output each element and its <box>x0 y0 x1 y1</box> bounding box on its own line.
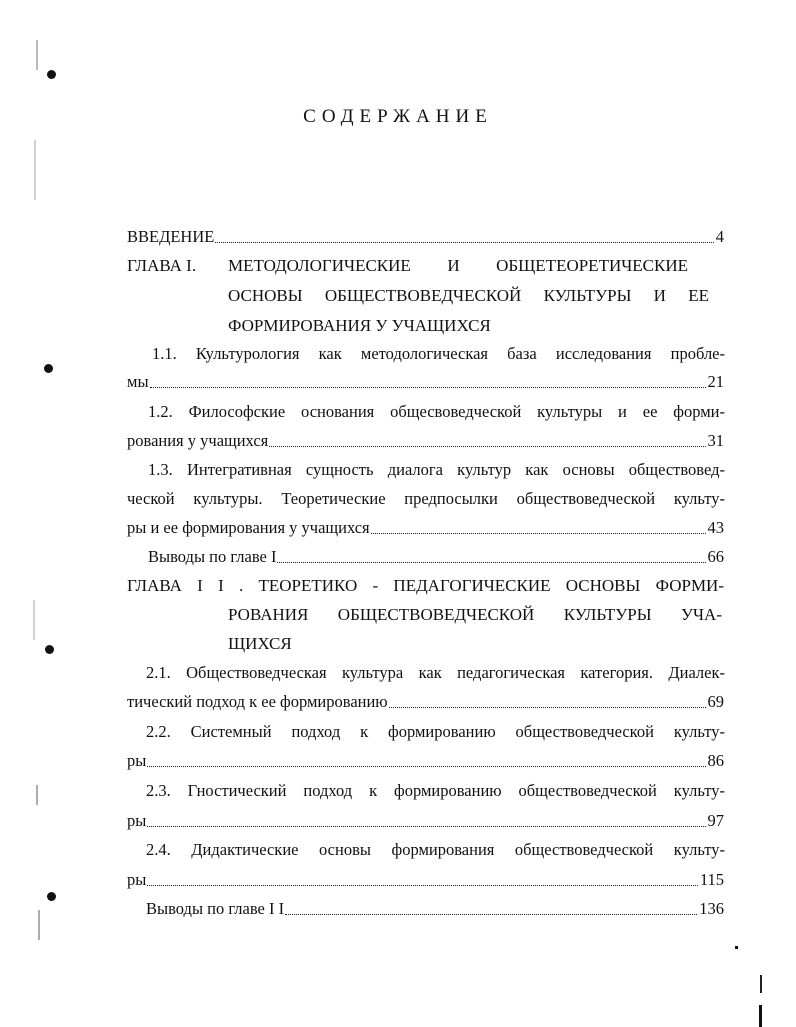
toc-leader-dots <box>389 705 706 708</box>
scan-edge-line <box>33 600 35 640</box>
toc-page-number: 31 <box>707 431 724 450</box>
toc-section-1-3-line-2: ческой культуры. Теоретические предпосылки обществоведческой культу- <box>127 489 725 508</box>
toc-page-number: 4 <box>715 227 724 246</box>
toc-section-2-1-line-2 <box>127 690 724 714</box>
toc-entry-text: ры <box>127 751 147 770</box>
toc-entry-intro <box>127 225 724 249</box>
toc-leader-dots <box>150 385 706 388</box>
toc-entry-text: рования у учащихся <box>127 431 269 450</box>
toc-chapter-2-line-1: ГЛАВА I I . ТЕОРЕТИКО - ПЕДАГОГИЧЕСКИЕ ОСНОВЫ ФОРМИ- <box>127 576 724 595</box>
toc-entry-text: ВВЕДЕНИЕ <box>127 227 215 246</box>
scan-edge-line <box>36 40 38 70</box>
toc-entry-conclusions-2 <box>146 897 724 921</box>
toc-section-2-4-line-2 <box>127 868 724 892</box>
punch-hole-mark <box>44 364 53 373</box>
toc-page-number: 86 <box>707 751 724 770</box>
toc-entry-text: ры <box>127 870 147 889</box>
toc-page-number: 115 <box>699 870 724 889</box>
toc-entry-text: ры <box>127 811 147 830</box>
toc-leader-dots <box>277 560 705 563</box>
scan-edge-line <box>34 140 36 200</box>
scan-edge-line <box>759 1005 762 1027</box>
toc-section-2-2-line-1: 2.2. Системный подход к формированию обществоведческой культу- <box>146 722 725 741</box>
toc-section-1-1-line-2 <box>127 370 724 394</box>
toc-leader-dots <box>215 240 713 243</box>
toc-entry-text: тический подход к ее формированию <box>127 692 388 711</box>
toc-entry-text: ры и ее формирования у учащихся <box>127 518 370 537</box>
toc-section-1-2-line-1: 1.2. Философские основания общесвоведческой культуры и ее форми- <box>148 402 725 421</box>
toc-chapter-2-line-3: ЩИХСЯ <box>228 634 292 653</box>
page-title: СОДЕРЖАНИЕ <box>303 106 493 127</box>
toc-chapter-1-title-line-3: ФОРМИРОВАНИЯ У УЧАЩИХСЯ <box>228 316 491 335</box>
toc-section-1-2-line-2 <box>127 429 724 453</box>
toc-entry-text: Выводы по главе I I <box>146 899 285 918</box>
toc-leader-dots <box>147 824 705 827</box>
toc-section-2-1-line-1: 2.1. Обществоведческая культура как педагогическая категория. Диалек- <box>146 663 725 682</box>
toc-section-2-4-line-1: 2.4. Дидактические основы формирования обществоведческой культу- <box>146 840 725 859</box>
toc-page-number: 66 <box>707 547 724 566</box>
punch-hole-mark <box>47 892 56 901</box>
toc-leader-dots <box>147 764 705 767</box>
scan-edge-line <box>38 910 40 940</box>
toc-chapter-2-line-2: РОВАНИЯ ОБЩЕСТВОВЕДЧЕСКОЙ КУЛЬТУРЫ УЧА- <box>228 605 722 624</box>
toc-section-1-3-line-1: 1.3. Интегративная сущность диалога культур как основы обществовед- <box>148 460 725 479</box>
punch-hole-mark <box>47 70 56 79</box>
toc-page-number: 69 <box>707 692 724 711</box>
scan-edge-line <box>760 975 762 993</box>
toc-leader-dots <box>147 883 698 886</box>
toc-leader-dots <box>285 912 697 915</box>
toc-leader-dots <box>269 444 705 447</box>
toc-page-number: 97 <box>707 811 724 830</box>
toc-section-2-3-line-1: 2.3. Гностический подход к формированию обществоведческой культу- <box>146 781 725 800</box>
scan-speck <box>735 946 738 949</box>
toc-page-number: 21 <box>707 372 724 391</box>
punch-hole-mark <box>45 645 54 654</box>
toc-page-number: 43 <box>707 518 724 537</box>
toc-entry-conclusions-1 <box>148 545 724 569</box>
toc-section-2-2-line-2 <box>127 749 724 773</box>
scan-edge-line <box>36 785 38 805</box>
toc-chapter-1-title-line-1: МЕТОДОЛОГИЧЕСКИЕ И ОБЩЕТЕОРЕТИЧЕСКИЕ <box>228 256 688 275</box>
toc-entry-text: мы <box>127 372 149 391</box>
toc-section-1-1-line-1: 1.1. Культурология как методологическая база исследования пробле- <box>152 344 725 363</box>
toc-page-number: 136 <box>699 899 724 918</box>
toc-entry-text: Выводы по главе I <box>148 547 277 566</box>
toc-section-2-3-line-2 <box>127 809 724 833</box>
toc-leader-dots <box>371 531 706 534</box>
toc-section-1-3-line-3 <box>127 516 724 540</box>
toc-chapter-1-label: ГЛАВА I. <box>127 256 197 275</box>
toc-chapter-1-title-line-2: ОСНОВЫ ОБЩЕСТВОВЕДЧЕСКОЙ КУЛЬТУРЫ И ЕЕ <box>228 286 709 305</box>
